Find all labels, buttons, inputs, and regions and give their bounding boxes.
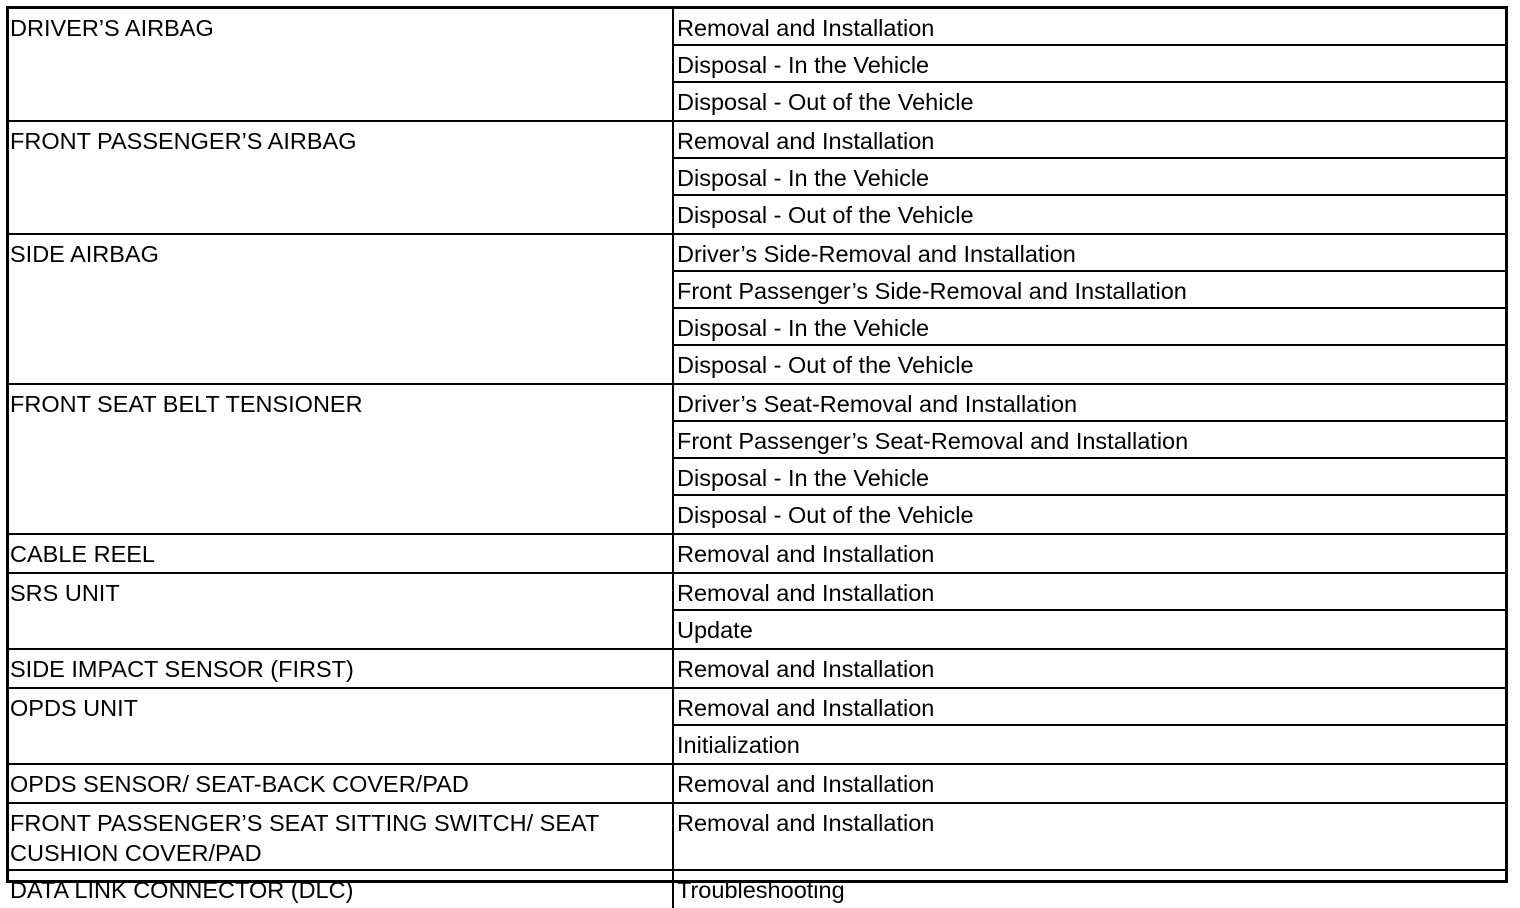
procedure-list [674,765,1505,802]
procedure-cell: Removal and Installation [677,541,935,567]
procedure-list [674,535,1505,572]
procedure-list [674,689,1505,763]
procedure-cell: Front Passenger’s Side-Removal and Installation [674,272,1505,309]
procedure-cell: Removal and Installation [674,9,1505,46]
component-cell: SIDE AIRBAG [9,235,674,383]
procedure-list [674,650,1505,687]
procedure-list [674,9,1505,120]
procedure-list [674,574,1505,648]
procedure-cell: Disposal - Out of the Vehicle [677,352,974,378]
component-cell: DATA LINK CONNECTOR (DLC) [9,871,674,908]
table-row [9,122,1505,235]
procedure-cell: Initialization [677,732,800,758]
procedure-cell: Removal and Installation [677,656,935,682]
table-row [9,9,1505,122]
component-cell: FRONT PASSENGER’S SEAT SITTING SWITCH/ SEAT CUSHION COVER/PAD [9,804,674,869]
procedure-cell: Disposal - In the Vehicle [674,459,1505,496]
table-row [9,535,1505,574]
procedure-cell: Driver’s Side-Removal and Installation [674,235,1505,272]
component-cell: OPDS SENSOR/ SEAT-BACK COVER/PAD [9,765,674,802]
component-cell: SRS UNIT [9,574,674,648]
table-row [9,689,1505,765]
procedure-cell: Front Passenger’s Seat-Removal and Installation [674,422,1505,459]
table-row [9,650,1505,689]
procedure-cell: Driver’s Seat-Removal and Installation [674,385,1505,422]
component-cell: SIDE IMPACT SENSOR (FIRST) [9,650,674,687]
procedure-list [674,122,1505,233]
procedure-cell: Disposal - Out of the Vehicle [677,89,974,115]
table-row [9,235,1505,385]
procedure-cell: Removal and Installation [674,689,1505,726]
procedure-cell: Disposal - In the Vehicle [674,309,1505,346]
procedure-cell: Disposal - In the Vehicle [674,159,1505,196]
procedure-list [674,385,1505,533]
component-cell: OPDS UNIT [9,689,674,763]
procedure-cell: Troubleshooting [677,877,845,903]
procedure-cell: Disposal - In the Vehicle [674,46,1505,83]
table-row [9,804,1505,871]
procedure-cell: Disposal - Out of the Vehicle [677,502,974,528]
table-row [9,574,1505,650]
table-row [9,765,1505,804]
component-cell: DRIVER’S AIRBAG [9,9,674,120]
procedure-cell: Removal and Installation [674,122,1505,159]
procedure-cell: Removal and Installation [677,810,935,836]
table-row [9,385,1505,535]
procedure-cell: Disposal - Out of the Vehicle [677,202,974,228]
procedure-cell: Removal and Installation [674,574,1505,611]
component-cell: FRONT PASSENGER’S AIRBAG [9,122,674,233]
procedure-list [674,804,1505,869]
procedure-cell: Update [677,617,753,643]
procedure-list [674,235,1505,383]
component-cell: FRONT SEAT BELT TENSIONER [9,385,674,533]
procedure-cell: Removal and Installation [677,771,935,797]
procedure-table [6,6,1508,903]
component-cell: CABLE REEL [9,535,674,572]
